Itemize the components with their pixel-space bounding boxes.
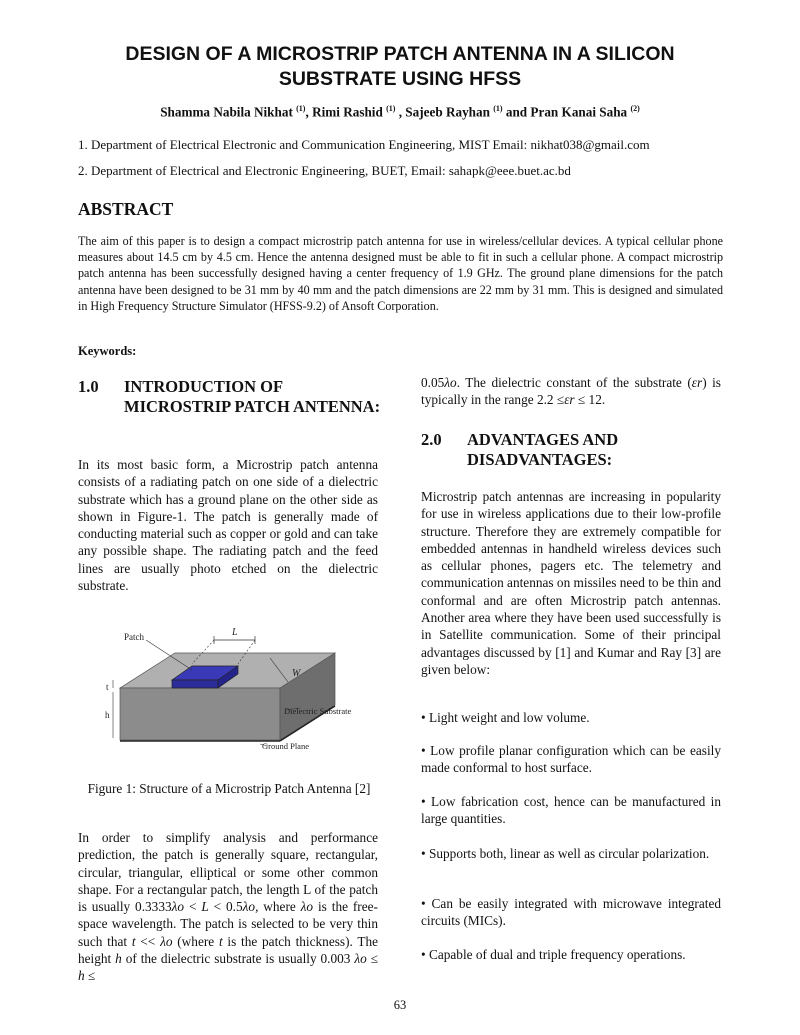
- author-name: Sajeeb Rayhan: [405, 104, 490, 120]
- advantage-bullet: • Low fabrication cost, hence can be manufactured in large quantities.: [421, 794, 721, 827]
- abstract-text: The aim of this paper is to design a compact microstrip patch antenna for use in wireless/cellular devices. A typical cellular phone measures about 14.5 cm by 4.5 cm. Hence the antenna designed must be able to fit in such a cellular phone. A compact microstrip patch antenna has been successfully designed having a center frequency of 1.9 GHz. The ground plane dimensions for the patch antenna have been designed to be 31 mm by 40 mm and the patch dimensions are 22 mm by 31 mm. This is designed and simulated in High Frequency Structure Simulator (HFSS-9.2) of Ansoft Corporation.: [78, 234, 723, 313]
- author-name: Shamma Nabila Nikhat: [160, 104, 293, 120]
- section-number: 2.0: [421, 430, 442, 449]
- advantage-bullet: • Low profile planar configuration which can be easily made conformal to host surface.: [421, 743, 721, 776]
- figure-caption: Figure 1: Structure of a Microstrip Patch Antenna [2]: [87, 781, 371, 796]
- section-title: ADVANTAGES AND DISADVANTAGES:: [467, 430, 619, 469]
- section-number: 1.0: [78, 377, 99, 396]
- author-separator: ,: [395, 104, 406, 120]
- dimension-label-L: L: [232, 627, 238, 638]
- author-separator: and: [502, 104, 531, 120]
- dielectric-substrate-label: Dielectric Substrate: [284, 706, 352, 716]
- dimension-label-h: h: [105, 710, 110, 720]
- ground-plane-label: Ground Plane: [262, 741, 309, 751]
- dimension-label-t: t: [106, 682, 109, 692]
- continuation-paragraph: 0.05λo. The dielectric constant of the substrate (εr) is typically in the range 2.2 ≤εr ≤ 12.: [421, 375, 721, 408]
- author-affiliation-mark: (1): [493, 104, 503, 113]
- advantages-paragraph: Microstrip patch antennas are increasing in popularity for use in wireless applications due to their low-profile structure. Therefore they are extremely compatible for embedded antennas in handheld wireless devices such as cellular phones, pagers etc. The telemetry and communication antennas on missiles need to be thin and conformal and are often Microstrip patch antennas. Another area where they have been used successfully is in Satellite communication. Some of their principal advantages discussed by [1] and Kumar and Ray [3] are given below:: [421, 489, 721, 677]
- patch-label: Patch: [124, 632, 144, 642]
- patch-front: [172, 680, 218, 688]
- author-affiliation-mark: (1): [386, 104, 396, 113]
- abstract-heading: ABSTRACT: [78, 199, 174, 219]
- advantage-bullet: • Supports both, linear as well as circular polarization.: [421, 846, 710, 861]
- author-affiliation-mark: (1): [296, 104, 306, 113]
- author-list: [80, 104, 720, 120]
- affiliation-2: 2. Department of Electrical and Electronic Engineering, BUET, Email: sahapk@eee.buet.ac.bd: [78, 163, 571, 178]
- dimension-label-W: W: [292, 668, 301, 679]
- advantage-bullet: • Can be easily integrated with microwave integrated circuits (MICs).: [421, 896, 721, 929]
- advantage-bullet: • Capable of dual and triple frequency operations.: [421, 947, 686, 962]
- section-title: INTRODUCTION OF MICROSTRIP PATCH ANTENNA:: [124, 377, 381, 416]
- keywords-label: Keywords:: [78, 344, 137, 358]
- affiliation-1: 1. Department of Electrical Electronic and Communication Engineering, MIST Email: nikhat038@gmail.com: [78, 137, 650, 152]
- intro-paragraph-2: In order to simplify analysis and performance prediction, the patch is generally square, rectangular, circular, triangular, elliptical or some other common shape. For a rectangular patch, the length L of the patch is usually 0.3333λo < L < 0.5λo, where λo is the free-space wavelength. The patch is selected to be very thin such that t << λo (where t is the patch thickness). The height h of the dielectric substrate is usually 0.003 λo ≤ h ≤: [78, 830, 379, 984]
- author-name: Pran Kanai Saha: [530, 104, 628, 120]
- author-affiliation-mark: (2): [630, 104, 640, 113]
- intro-paragraph-1: In its most basic form, a Microstrip patch antenna consists of a radiating patch on one side of a dielectric substrate which has a ground plane on the other side as shown in Figure-1. The patch is generally made of conducting material such as copper or gold and can take any possible shape. The radiating patch and the feed lines are usually photo etched on the dielectric substrate.: [78, 457, 378, 594]
- author-separator: ,: [305, 104, 313, 120]
- paper-title: DESIGN OF A MICROSTRIP PATCH ANTENNA IN A SILICON SUBSTRATE USING HFSS: [125, 43, 675, 90]
- advantage-bullet: • Light weight and low volume.: [421, 710, 590, 725]
- substrate-front-face: [120, 688, 280, 740]
- page-number: 63: [393, 998, 407, 1012]
- author-name: Rimi Rashid: [312, 104, 383, 120]
- patch-antenna-figure: [105, 618, 380, 758]
